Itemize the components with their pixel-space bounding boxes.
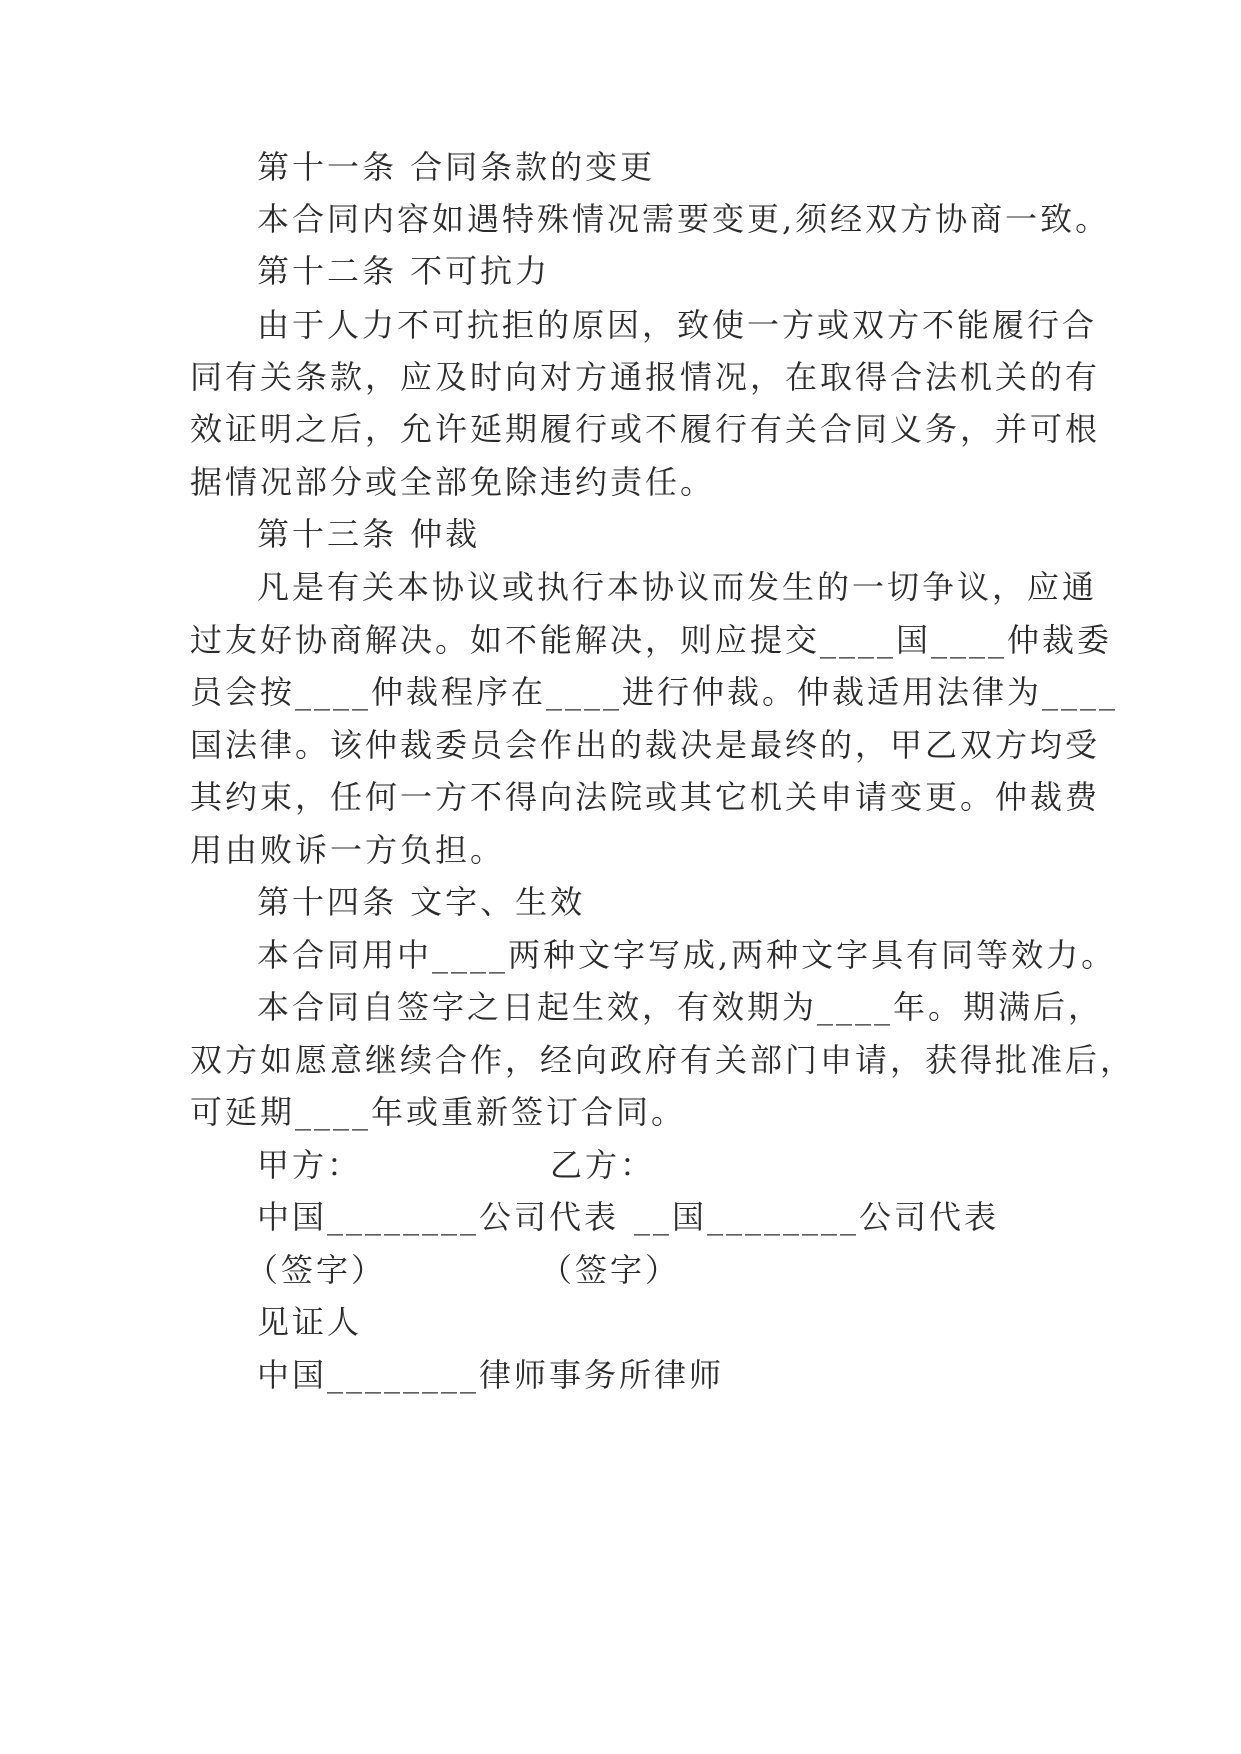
witness-label: 见证人 [257, 1303, 363, 1341]
party-b-representative: __国________公司代表 [634, 1198, 1000, 1236]
article-13-heading: 第十三条 仲裁 [257, 515, 481, 553]
article-11-body: 本合同内容如遇特殊情况需要变更,须经双方协商一致。 [257, 200, 1111, 238]
article-12-line: 效证明之后，允许延期履行或不履行有关合同义务，并可根 [190, 410, 1101, 448]
article-12-line: 由于人力不可抗拒的原因，致使一方或双方不能履行合 [257, 306, 1098, 344]
article-14-line: 可延期____年或重新签订合同。 [190, 1093, 687, 1131]
article-13-line: 过友好协商解决。如不能解决，则应提交____国____仲裁委 [190, 621, 1113, 659]
witness-representative: 中国________律师事务所律师 [257, 1356, 725, 1394]
article-13-line: 国法律。该仲裁委员会作出的裁决是最终的，甲乙双方均受 [190, 726, 1101, 764]
party-a-label: 甲方： [257, 1146, 363, 1184]
article-12-line: 据情况部分或全部免除违约责任。 [190, 463, 716, 501]
party-b-label: 乙方： [550, 1146, 656, 1184]
article-11-heading: 第十一条 合同条款的变更 [257, 148, 656, 186]
article-14-body: 本合同用中____两种文字写成,两种文字具有同等效力。 [257, 936, 1117, 974]
party-b-signature: （签字） [540, 1251, 681, 1289]
article-12-heading: 第十二条 不可抗力 [257, 252, 551, 290]
article-13-line: 用由败诉一方负担。 [190, 831, 506, 869]
article-14-heading: 第十四条 文字、生效 [257, 883, 586, 921]
article-13-line: 员会按____仲裁程序在____进行仲裁。仲裁适用法律为____ [190, 673, 1119, 711]
party-a-representative: 中国________公司代表 [257, 1198, 620, 1236]
article-13-line: 凡是有关本协议或执行本协议而发生的一切争议，应通 [257, 568, 1098, 606]
article-13-line: 其约束，任何一方不得向法院或其它机关申请变更。仲裁费 [190, 778, 1101, 816]
party-a-signature: （签字） [246, 1251, 387, 1289]
article-12-line: 同有关条款，应及时向对方通报情况，在取得合法机关的有 [190, 358, 1101, 396]
article-14-line: 双方如愿意继续合作，经向政府有关部门申请，获得批准后， [190, 1041, 1136, 1079]
article-14-line: 本合同自签字之日起生效，有效期为____年。期满后， [257, 988, 1104, 1026]
